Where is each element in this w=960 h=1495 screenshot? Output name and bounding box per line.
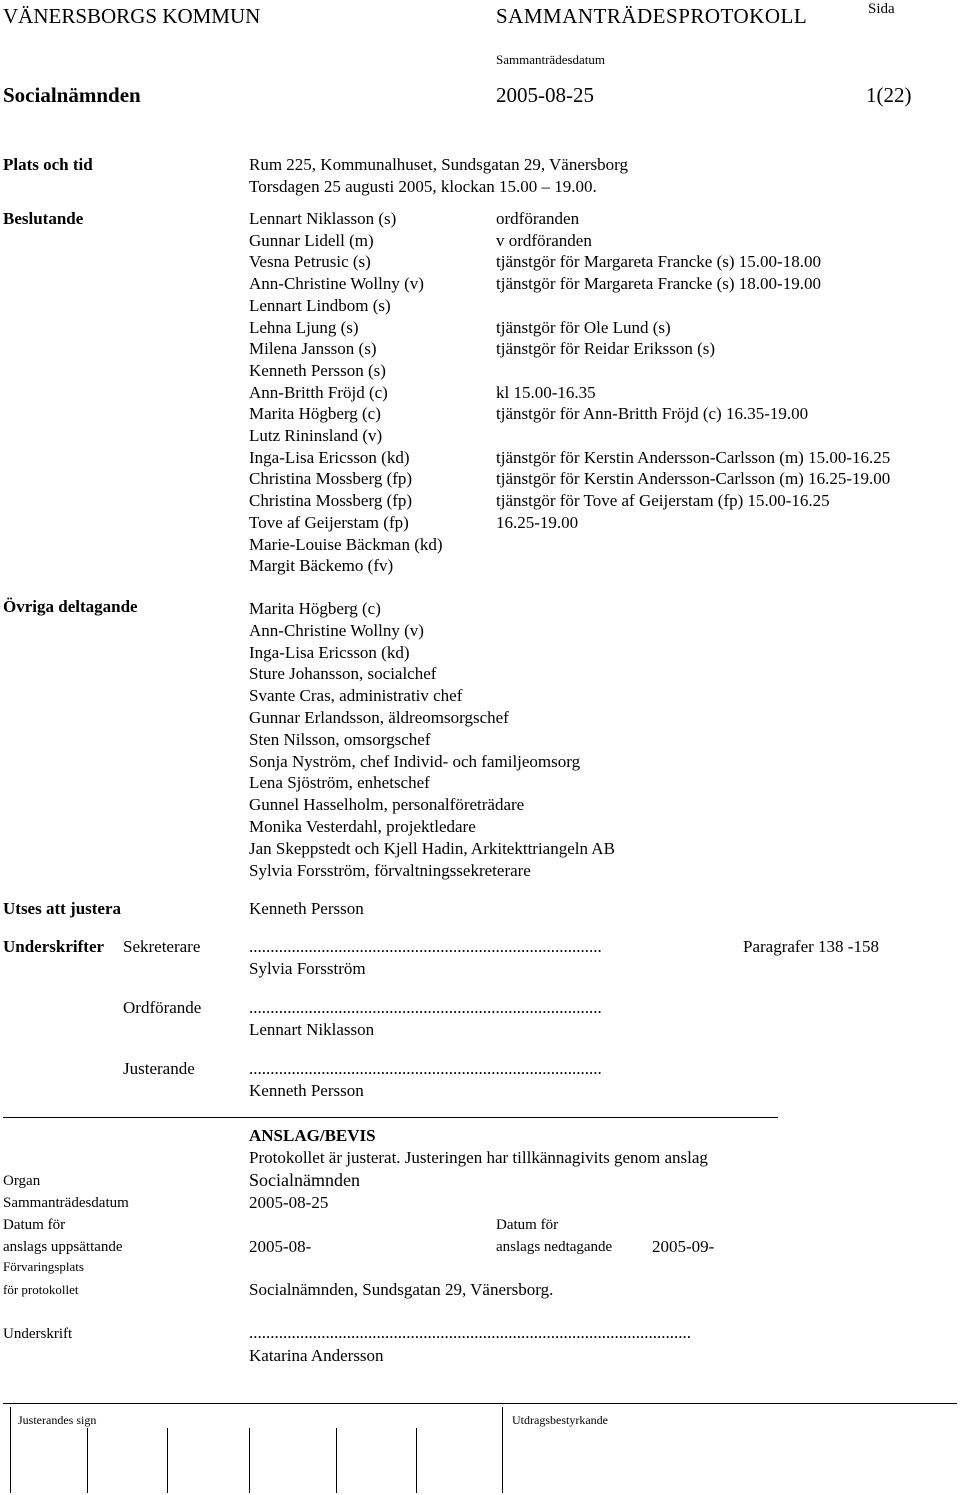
decision-maker-name: Tove af Geijerstam (fp)	[249, 513, 409, 532]
removal-date-label-1: Datum för	[496, 1217, 559, 1233]
participant-entry: Inga-Lisa Ericsson (kd)	[249, 643, 410, 662]
participant-entry: Sonja Nyström, chef Individ- och familjeomsorg	[249, 752, 581, 771]
participant-entry: Lena Sjöström, enhetschef	[249, 773, 430, 792]
organ-value: Socialnämnden	[249, 1170, 360, 1190]
decision-maker-note: v ordföranden	[496, 231, 592, 250]
removal-date-label-2: anslags nedtagande	[496, 1239, 613, 1255]
notice-title: ANSLAG/BEVIS	[249, 1126, 376, 1145]
decision-maker-name: Margit Bäckemo (fv)	[249, 556, 394, 575]
section-divider	[3, 1117, 778, 1118]
decision-maker-name: Lennart Niklasson (s)	[249, 209, 397, 228]
footer-divider	[10, 1407, 11, 1493]
removal-date-value: 2005-09-	[652, 1237, 715, 1256]
notice-date-value: 2005-08-25	[249, 1193, 329, 1212]
decision-maker-name: Inga-Lisa Ericsson (kd)	[249, 448, 410, 467]
secretary-name: Sylvia Forsström	[249, 959, 366, 978]
notice-text: Protokollet är justerat. Justeringen har tillkännagivits genom anslag	[249, 1148, 708, 1167]
decision-makers-label: Beslutande	[3, 209, 84, 228]
footer-top-line	[3, 1403, 957, 1404]
decision-maker-note: 16.25-19.00	[496, 513, 579, 532]
adjuster-signature-line: ...................................................................................	[249, 1059, 602, 1078]
footer-divider	[336, 1428, 337, 1493]
chairman-name: Lennart Niklasson	[249, 1020, 375, 1039]
decision-maker-name: Lutz Rininsland (v)	[249, 426, 383, 445]
committee-name: Socialnämnden	[3, 83, 141, 107]
footer-divider	[502, 1407, 503, 1493]
adjuster-sign-label: Justerande	[123, 1059, 195, 1078]
signature-label: Underskrift	[3, 1326, 73, 1342]
decision-maker-name: Marie-Louise Bäckman (kd)	[249, 535, 443, 554]
storage-value: Socialnämnden, Sundsgatan 29, Vänersborg.	[249, 1280, 554, 1299]
adjuster-name: Kenneth Persson	[249, 899, 364, 918]
decision-maker-note: tjänstgör för Ann-Britth Fröjd (c) 16.35-19.00	[496, 404, 809, 423]
posting-date-label-1: Datum för	[3, 1217, 66, 1233]
document-type: SAMMANTRÄDESPROTOKOLL	[496, 4, 808, 28]
decision-maker-note: tjänstgör för Ole Lund (s)	[496, 318, 671, 337]
decision-maker-name: Ann-Christine Wollny (v)	[249, 274, 424, 293]
decision-maker-name: Vesna Petrusic (s)	[249, 252, 371, 271]
participant-entry: Ann-Christine Wollny (v)	[249, 621, 424, 640]
chairman-signature-line: ...................................................................................	[249, 998, 602, 1017]
decision-maker-note: tjänstgör för Margareta Francke (s) 15.00-18.00	[496, 252, 821, 271]
decision-maker-note: tjänstgör för Kerstin Andersson-Carlsson (m) 16.25-19.00	[496, 469, 891, 488]
footer-divider	[167, 1428, 168, 1493]
participant-entry: Gunnar Erlandsson, äldreomsorgschef	[249, 708, 509, 727]
page-label: Sida	[868, 1, 895, 17]
signatory-name: Katarina Andersson	[249, 1346, 384, 1365]
other-participants-label: Övriga deltagande	[3, 597, 138, 616]
participant-entry: Marita Högberg (c)	[249, 599, 381, 618]
signature-line: ........................................................................................................	[249, 1323, 691, 1342]
decision-maker-note: tjänstgör för Tove af Geijerstam (fp) 15.00-16.25	[496, 491, 830, 510]
chairman-label: Ordförande	[123, 998, 202, 1017]
decision-maker-note: tjänstgör för Reidar Eriksson (s)	[496, 339, 716, 358]
page-number: 1(22)	[866, 83, 912, 107]
decision-maker-name: Christina Mossberg (fp)	[249, 491, 413, 510]
organ-label: Organ	[3, 1173, 41, 1189]
decision-maker-name: Lennart Lindbom (s)	[249, 296, 391, 315]
municipality-name: VÄNERSBORGS KOMMUN	[3, 4, 261, 28]
time-line: Torsdagen 25 augusti 2005, klockan 15.00 – 19.00.	[249, 177, 597, 196]
meeting-date: 2005-08-25	[496, 83, 594, 107]
participant-entry: Monika Vesterdahl, projektledare	[249, 817, 476, 836]
decision-maker-name: Milena Jansson (s)	[249, 339, 377, 358]
decision-maker-note: kl 15.00-16.35	[496, 383, 596, 402]
footer-divider	[87, 1428, 88, 1493]
decision-maker-name: Marita Högberg (c)	[249, 404, 381, 423]
participant-entry: Svante Cras, administrativ chef	[249, 686, 463, 705]
participant-entry: Sture Johansson, socialchef	[249, 664, 437, 683]
participant-entry: Sten Nilsson, omsorgschef	[249, 730, 431, 749]
place-line: Rum 225, Kommunalhuset, Sundsgatan 29, Vänersborg	[249, 155, 629, 174]
adjuster-label: Utses att justera	[3, 899, 122, 918]
footer-divider	[416, 1428, 417, 1493]
decision-maker-name: Christina Mossberg (fp)	[249, 469, 413, 488]
signatures-label: Underskrifter	[3, 937, 105, 956]
secretary-label: Sekreterare	[123, 937, 201, 956]
participant-entry: Jan Skeppstedt och Kjell Hadin, Arkitekttriangeln AB	[249, 839, 615, 858]
place-time-label: Plats och tid	[3, 155, 93, 174]
storage-label-1: Förvaringsplats	[3, 1259, 84, 1274]
decision-maker-name: Ann-Britth Fröjd (c)	[249, 383, 388, 402]
decision-maker-name: Lehna Ljung (s)	[249, 318, 359, 337]
participant-entry: Gunnel Hasselholm, personalföreträdare	[249, 795, 525, 814]
meeting-date-label: Sammanträdesdatum	[496, 52, 606, 67]
posting-date-value: 2005-08-	[249, 1237, 312, 1256]
participant-entry: Sylvia Forsström, förvaltningssekreterare	[249, 861, 531, 880]
decision-maker-note: tjänstgör för Margareta Francke (s) 18.00-19.00	[496, 274, 821, 293]
notice-date-label: Sammanträdesdatum	[3, 1195, 129, 1211]
footer-divider	[249, 1428, 250, 1493]
decision-maker-name: Kenneth Persson (s)	[249, 361, 386, 380]
certified-extract-label: Utdragsbestyrkande	[512, 1413, 608, 1427]
decision-maker-name: Gunnar Lidell (m)	[249, 231, 374, 250]
adjuster-sign-name: Kenneth Persson	[249, 1081, 364, 1100]
posting-date-label-2: anslags uppsättande	[3, 1239, 123, 1255]
decision-maker-note: ordföranden	[496, 209, 580, 228]
decision-maker-note: tjänstgör för Kerstin Andersson-Carlsson (m) 15.00-16.25	[496, 448, 891, 467]
adjuster-initials-label: Justerandes sign	[18, 1413, 97, 1427]
paragraphs-range: Paragrafer 138 -158	[743, 937, 879, 956]
storage-label-2: för protokollet	[3, 1282, 79, 1297]
secretary-signature-line: ...................................................................................	[249, 937, 602, 956]
